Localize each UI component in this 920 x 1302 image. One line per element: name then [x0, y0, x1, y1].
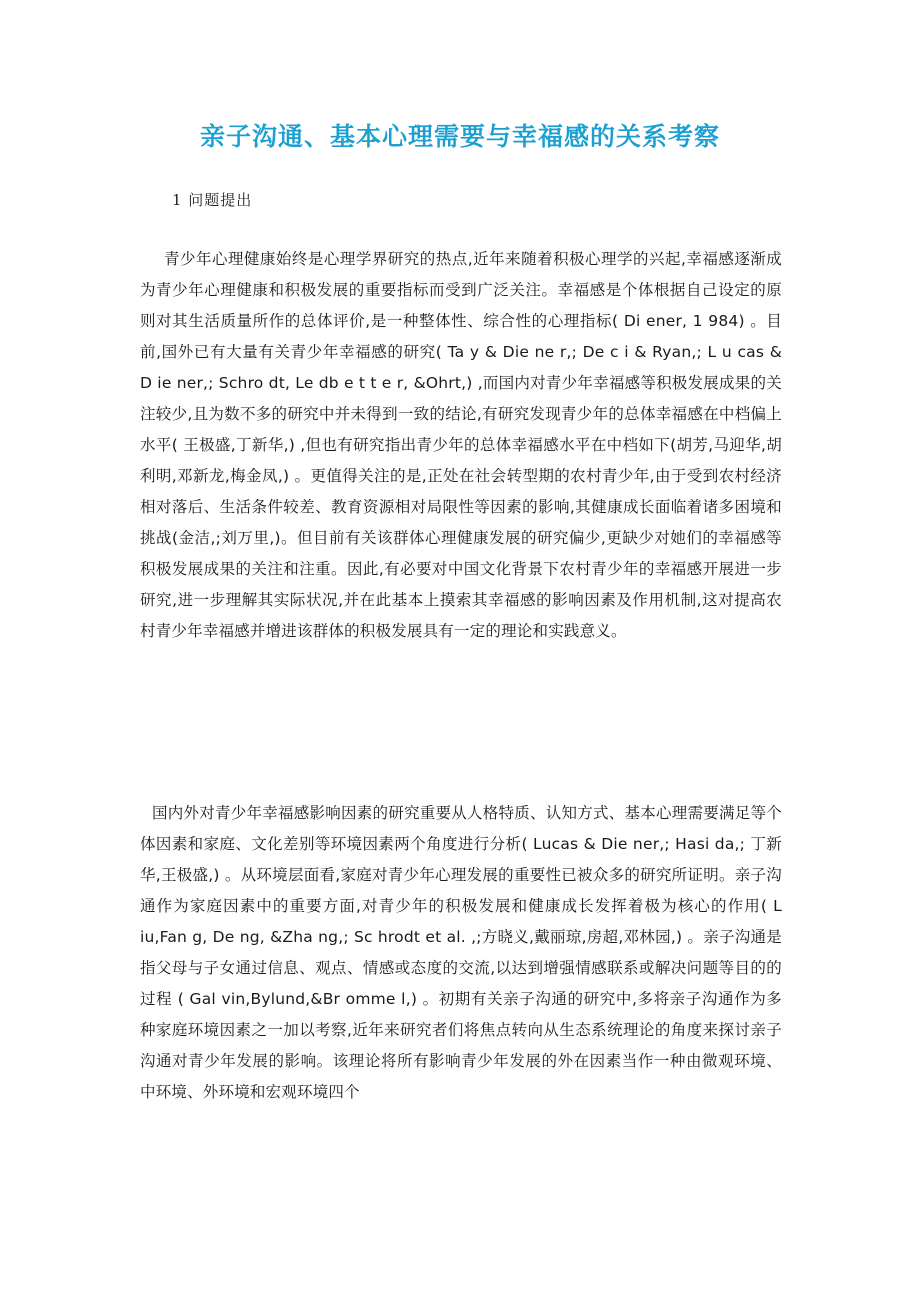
body-paragraph-2: 国内外对青少年幸福感影响因素的研究重要从人格特质、认知方式、基本心理需要满足等个体因素和家庭、文化差别等环境因素两个角度进行分析( Lucas & Die ner,; Hasi da,; 丁新华,王极盛,) 。从环境层面看,家庭对青少年心理发展的重要性已被众多的研究所证明。亲子沟通作为家庭因素中的重要方面,对青少年的积极发展和健康成长发挥着极为核心的作用( L iu,Fan g, De ng, &Zha ng,; Sc hrodt et al. ,;方晓义,戴丽琼,房超,邓林园,) 。亲子沟通是指父母与子女通过信息、观点、情感或态度的交流,以达到增强情感联系或解决问题等目的的过程 ( Gal vin,Bylund,&Br omme l,) 。初期有关亲子沟通的研究中,多将亲子沟通作为多种家庭环境因素之一加以考察,近年来研究者们将焦点转向从生态系统理论的角度来探讨亲子沟通对青少年发展的影响。该理论将所有影响青少年发展的外在因素当作一种由微观环境、中环境、外环境和宏观环境四个: [140, 804, 782, 1101]
section-heading: 1 问题提出: [172, 191, 253, 209]
body-paragraph-1: 青少年心理健康始终是心理学界研究的热点,近年来随着积极心理学的兴起,幸福感逐渐成为青少年心理健康和积极发展的重要指标而受到广泛关注。幸福感是个体根据自己设定的原则对其生活质量所作的总体评价,是一种整体性、综合性的心理指标( Di ener, 1 984) 。目前,国外已有大量有关青少年幸福感的研究( Ta y & Die ne r,; De c i & Ryan,; L u cas & D ie ner,; Schro dt, Le db e t t e r, &Ohrt,) ,而国内对青少年幸福感等积极发展成果的关注较少,且为数不多的研究中并未得到一致的结论,有研究发现青少年的总体幸福感在中档偏上水平( 王极盛,丁新华,) ,但也有研究指出青少年的总体幸福感水平在中档如下(胡芳,马迎华,胡利明,邓新龙,梅金凤,) 。更值得关注的是,正处在社会转型期的农村青少年,由于受到农村经济相对落后、生活条件较差、教育资源相对局限性等因素的影响,其健康成长面临着诸多困境和挑战(金洁,;刘万里,)。但目前有关该群体心理健康发展的研究偏少,更缺少对她们的幸福感等积极发展成果的关注和注重。因此,有必要对中国文化背景下农村青少年的幸福感开展进一步研究,进一步理解其实际状况,并在此基本上摸索其幸福感的影响因素及作用机制,这对提高农村青少年幸福感并增进该群体的积极发展具有一定的理论和实践意义。: [140, 250, 782, 640]
document-title: 亲子沟通、基本心理需要与幸福感的关系考察: [199, 122, 720, 151]
